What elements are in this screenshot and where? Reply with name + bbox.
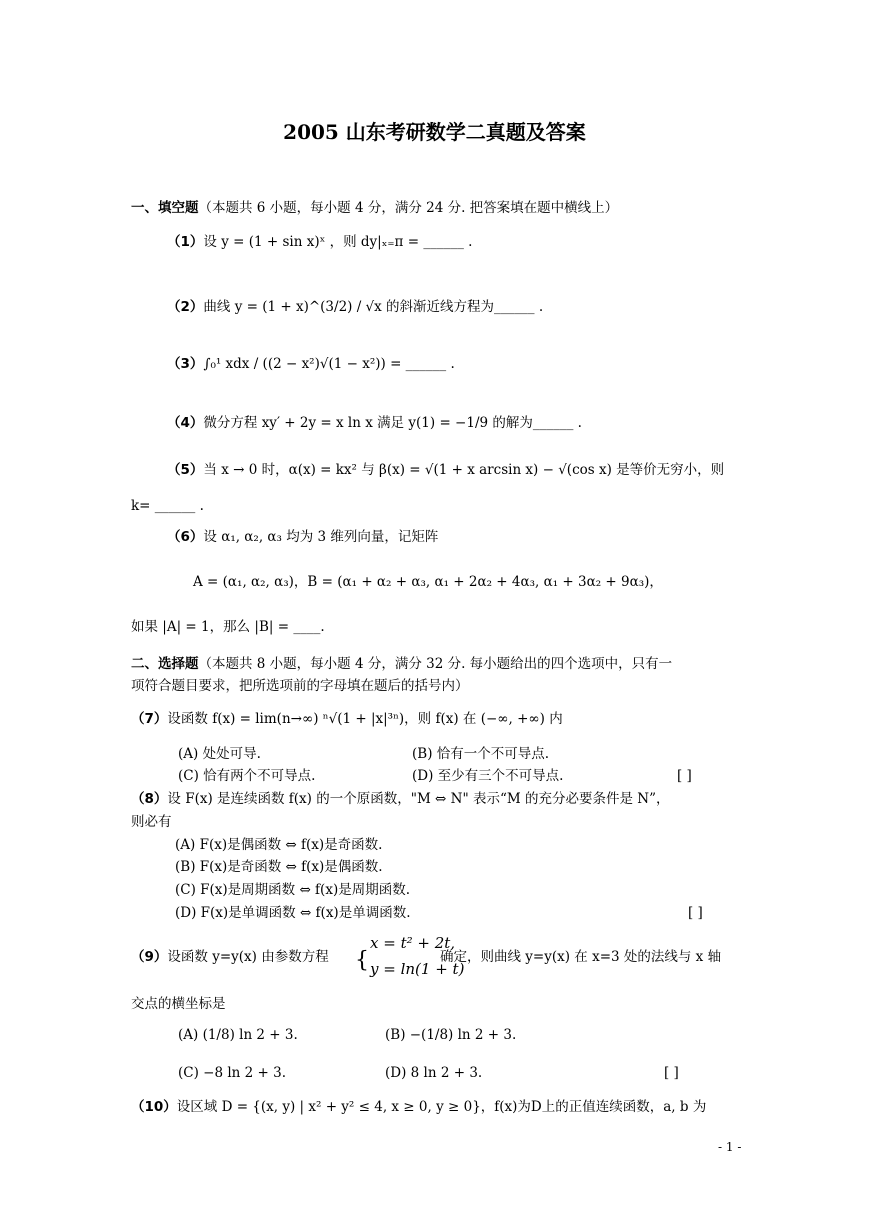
question-8-option-b: (B) F(x)是奇函数 ⇔ f(x)是偶函数. <box>175 859 383 875</box>
question-6-text: 设 α₁, α₂, α₃ 均为 3 维列向量，记矩阵 <box>203 529 439 545</box>
question-2-number: （2） <box>167 299 204 315</box>
question-7 <box>131 710 563 728</box>
question-10-number: （10） <box>131 1099 177 1115</box>
question-7-answer-bracket: [ ] <box>677 768 692 784</box>
question-5-number: （5） <box>167 462 204 478</box>
question-2 <box>167 298 543 316</box>
question-7-option-c: (C) 恰有两个不可导点. <box>178 768 316 784</box>
question-7-text: 设函数 f(x) = lim(n→∞) ⁿ√(1 + |x|³ⁿ)，则 f(x) 在 (−∞, +∞) 内 <box>167 711 563 727</box>
question-7-option-d: (D) 至少有三个不可导点. <box>412 768 564 784</box>
question-1-number: （1） <box>167 234 204 250</box>
question-9-post: 确定，则曲线 y=y(x) 在 x=3 处的法线与 x 轴 <box>440 949 722 965</box>
page-title: 2005 山东考研数学二真题及答案 <box>283 120 586 144</box>
question-6-number: （6） <box>167 529 204 545</box>
section2-header <box>131 655 672 673</box>
question-3-text: ∫₀¹ xdx / ((2 − x²)√(1 − x²)) = ______ . <box>203 356 455 372</box>
section1-header <box>131 199 618 217</box>
question-9-pre: 设函数 y=y(x) 由参数方程 <box>167 949 329 965</box>
section1-note: （本题共 6 小题，每小题 4 分，满分 24 分. 把答案填在题中横线上） <box>198 200 619 216</box>
question-7-option-b: (B) 恰有一个不可导点. <box>412 746 550 762</box>
section2-note: （本题共 8 小题，每小题 4 分，满分 32 分. 每小题给出的四个选项中，只有一 <box>198 656 673 672</box>
question-8-text: 设 F(x) 是连续函数 f(x) 的一个原函数，"M ⇔ N" 表示“M 的充分必要条件是 N”， <box>167 791 670 807</box>
section1-heading: 一、填空题 <box>131 200 199 216</box>
section2-heading: 二、选择题 <box>131 656 199 672</box>
question-10-text: 设区域 D = {(x, y) | x² + y² ≤ 4, x ≥ 0, y ≥ 0}，f(x)为D上的正值连续函数，a, b 为 <box>176 1099 707 1115</box>
brace-symbol: { <box>355 948 369 973</box>
question-5 <box>167 461 724 479</box>
question-8-number: （8） <box>131 791 168 807</box>
question-8-continuation: 则必有 <box>131 814 172 830</box>
question-9-equation-1: x = t² + 2t, <box>370 934 456 952</box>
question-6-condition: 如果 |A| = 1，那么 |B| = ____. <box>131 619 325 635</box>
question-4-text: 微分方程 xy′ + 2y = x ln x 满足 y(1) = −1/9 的解为______ . <box>203 415 582 431</box>
question-4 <box>167 414 582 432</box>
question-7-option-a: (A) 处处可导. <box>178 746 261 762</box>
section2-note-continuation: 项符合题目要求，把所选项前的字母填在题后的括号内） <box>131 678 469 694</box>
question-6-matrix: A = (α₁, α₂, α₃)，B = (α₁ + α₂ + α₃, α₁ + 2α₂ + 4α₃, α₁ + 3α₂ + 9α₃)， <box>193 574 663 590</box>
page-number: - 1 - <box>718 1140 742 1154</box>
question-9-number: （9） <box>131 949 168 965</box>
question-9-equation-2: y = ln(1 + t) <box>370 960 465 978</box>
question-1 <box>167 233 472 251</box>
question-9-continuation: 交点的横坐标是 <box>131 996 226 1012</box>
question-9-option-a: (A) (1/8) ln 2 + 3. <box>178 1027 298 1043</box>
question-9-option-b: (B) −(1/8) ln 2 + 3. <box>385 1027 517 1043</box>
question-8-option-d: (D) F(x)是单调函数 ⇔ f(x)是单调函数. <box>175 905 411 921</box>
question-3-number: （3） <box>167 356 204 372</box>
question-1-text: 设 y = (1 + sin x)ˣ ，则 dy|ₓ₌π = ______ . <box>203 234 473 250</box>
question-8 <box>131 790 670 808</box>
question-8-option-c: (C) F(x)是周期函数 ⇔ f(x)是周期函数. <box>175 882 410 898</box>
question-9-option-c: (C) −8 ln 2 + 3. <box>178 1065 287 1081</box>
question-7-number: （7） <box>131 711 168 727</box>
question-2-text: 曲线 y = (1 + x)^(3/2) / √x 的斜渐近线方程为______ . <box>203 299 544 315</box>
question-9 <box>131 948 329 966</box>
question-6 <box>167 528 438 546</box>
question-8-option-a: (A) F(x)是偶函数 ⇔ f(x)是奇函数. <box>175 837 383 853</box>
question-5-text: 当 x → 0 时，α(x) = kx² 与 β(x) = √(1 + x arcsin x) − √(cos x) 是等价无穷小，则 <box>203 462 725 478</box>
question-8-answer-bracket: [ ] <box>688 905 703 921</box>
question-3 <box>167 355 455 373</box>
question-10 <box>131 1098 706 1116</box>
question-9-option-d: (D) 8 ln 2 + 3. <box>385 1065 483 1081</box>
question-5-continuation: k= ______ . <box>131 498 204 514</box>
question-9-answer-bracket: [ ] <box>664 1065 679 1081</box>
question-4-number: （4） <box>167 415 204 431</box>
